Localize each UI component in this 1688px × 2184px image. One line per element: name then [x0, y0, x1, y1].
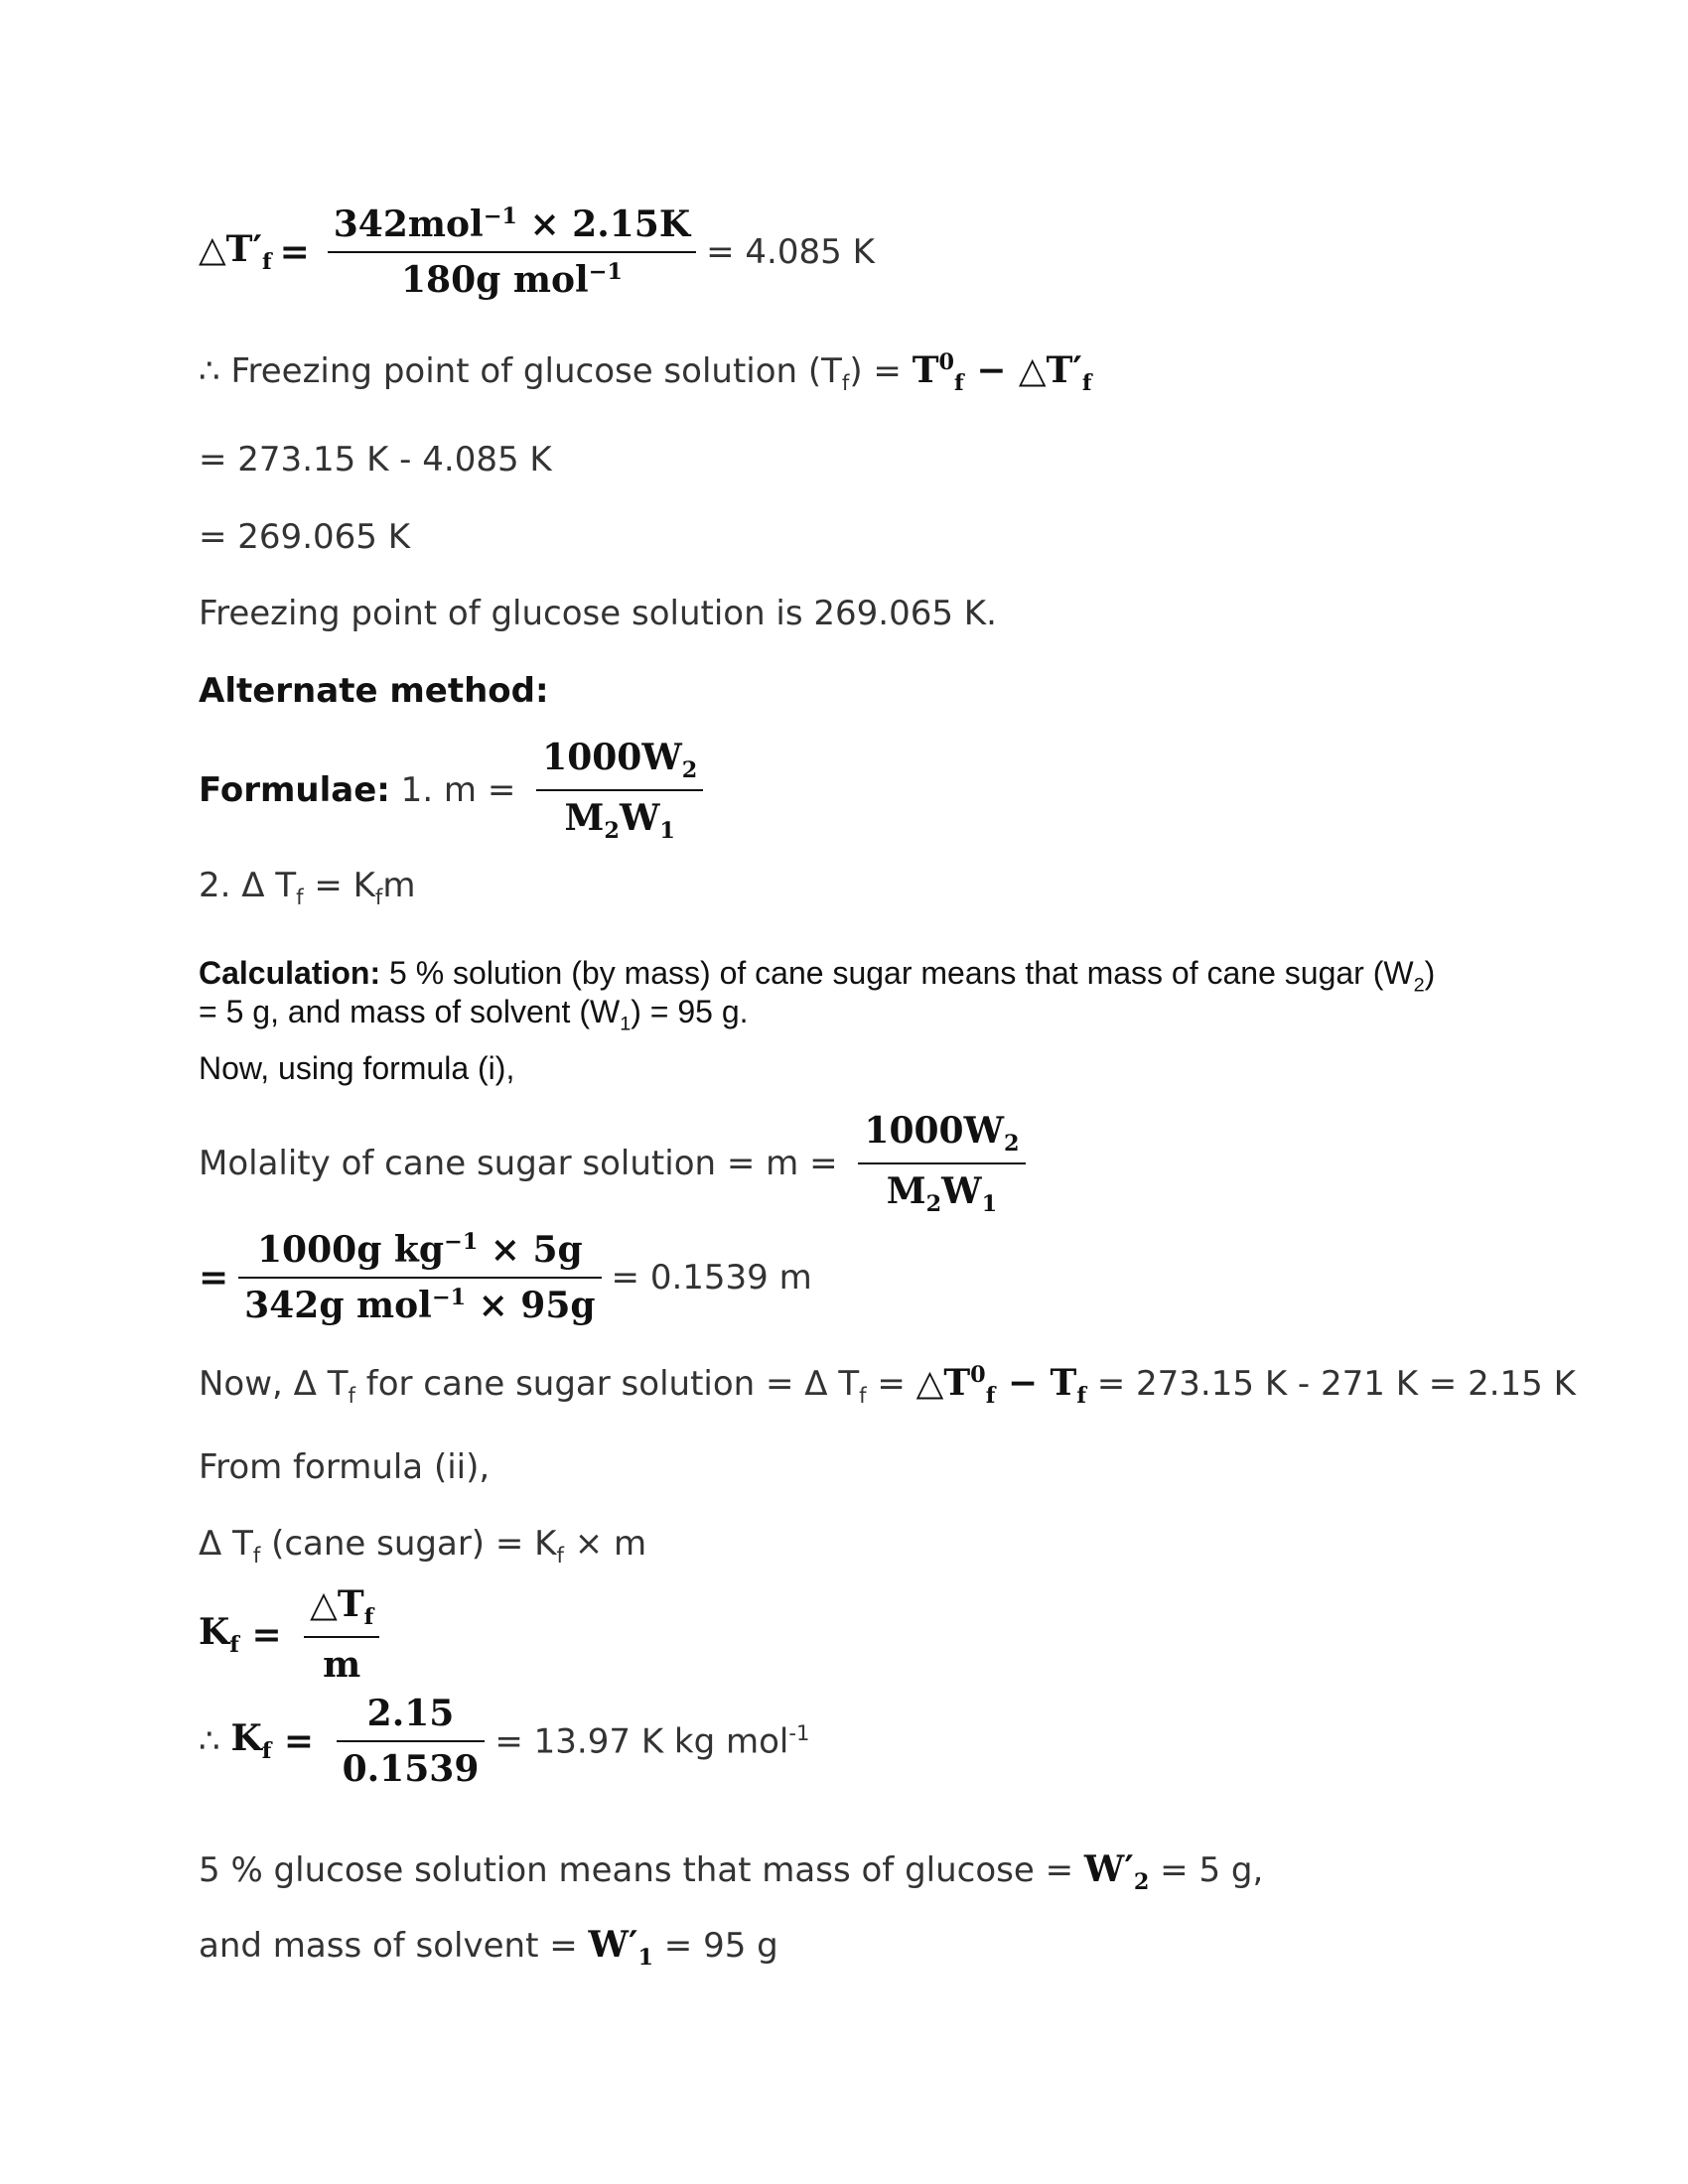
molality-calculation: = $\frac{1000g kg^{-1} \times 5g}{342g mol^{-1} \times 95g}$ = 0.1539 m: [199, 1229, 812, 1326]
calculation-line-1: Calculation: 5 % solution (by mass) of cane sugar means that mass of cane sugar $(W_2)$: [199, 955, 1436, 997]
from-formula-line: From formula (ii),: [199, 1447, 491, 1487]
subtraction-line: = 273.15 K - 4.085 K: [199, 440, 552, 479]
molality-line: Molality of cane sugar solution = m = $\frac{1000W_2}{M_2W_1}$: [199, 1110, 1036, 1217]
formulae-fraction: $\frac{1000W_2}{M_2W_1}$: [536, 737, 703, 844]
kf-definition-fraction: $\frac{\triangle T_f}{m}$: [304, 1583, 379, 1686]
equation-delta-tf-prime: $\triangle T'_f$ = $\frac{342mol^{-1} \times 2.15K}{180g mol^{-1}}$ = 4.085 K: [199, 204, 875, 301]
freezing-point-line: ∴ Freezing point of glucose solution $(T_f) = T^0_f$ − $\triangle T'_f$: [199, 349, 1092, 397]
formula-2: 2. Δ $T_f = K_fm$: [199, 866, 416, 909]
eq1-lhs: $\triangle T'_f$: [199, 228, 272, 276]
molality-fraction: $\frac{1000W_2}{M_2W_1}$: [858, 1110, 1025, 1217]
eq1-fraction: $\frac{342mol^{-1} \times 2.15K}{180g mol^{-1}}$: [328, 204, 696, 301]
kf-definition: $K_f$ = $\frac{\triangle T_f}{m}$: [199, 1583, 389, 1686]
kf-value: ∴ $K_f$ = $\frac{2.15}{0.1539}$ = 13.97 K kg mol$^{-1}$: [199, 1693, 810, 1790]
calculation-line-2: = 5 g, and mass of solvent $(W_1) = 95$ g.: [199, 994, 749, 1035]
alternate-method-heading: Alternate method:: [199, 671, 549, 711]
eq2-fraction: $\frac{1000g kg^{-1} \times 5g}{342g mol^{-1} \times 95g}$: [238, 1229, 601, 1326]
formulae-line: Formulae: 1. m = $\frac{1000W_2}{M_2W_1}$: [199, 737, 713, 844]
glucose-mass-line: 5 % glucose solution means that mass of $glucose = W'_2 = 5$ g,: [199, 1848, 1264, 1896]
kf-value-fraction: $\frac{2.15}{0.1539}$: [337, 1693, 486, 1790]
eq1-result: = 4.085 K: [706, 232, 875, 272]
conclusion-line: Freezing point of glucose solution is 269.065 K.: [199, 594, 997, 633]
result-line: = 269.065 K: [199, 517, 410, 557]
calculation-line-3: Now, using formula (i),: [199, 1050, 515, 1086]
eq2-result: = 0.1539 m: [611, 1258, 812, 1297]
delta-tf-line: Now, Δ $T_f$ for cane sugar solution = Δ $T_f$ = $\triangle T^0_f - T_f = 273.15$ K - 271 K = 2.15 K: [199, 1362, 1576, 1410]
cane-sugar-line: Δ $T_f$ (cane sugar) = $K_f \times m$: [199, 1524, 647, 1568]
solvent-mass-line: and mass of solvent = $W'_1 = 95$ g: [199, 1924, 778, 1972]
